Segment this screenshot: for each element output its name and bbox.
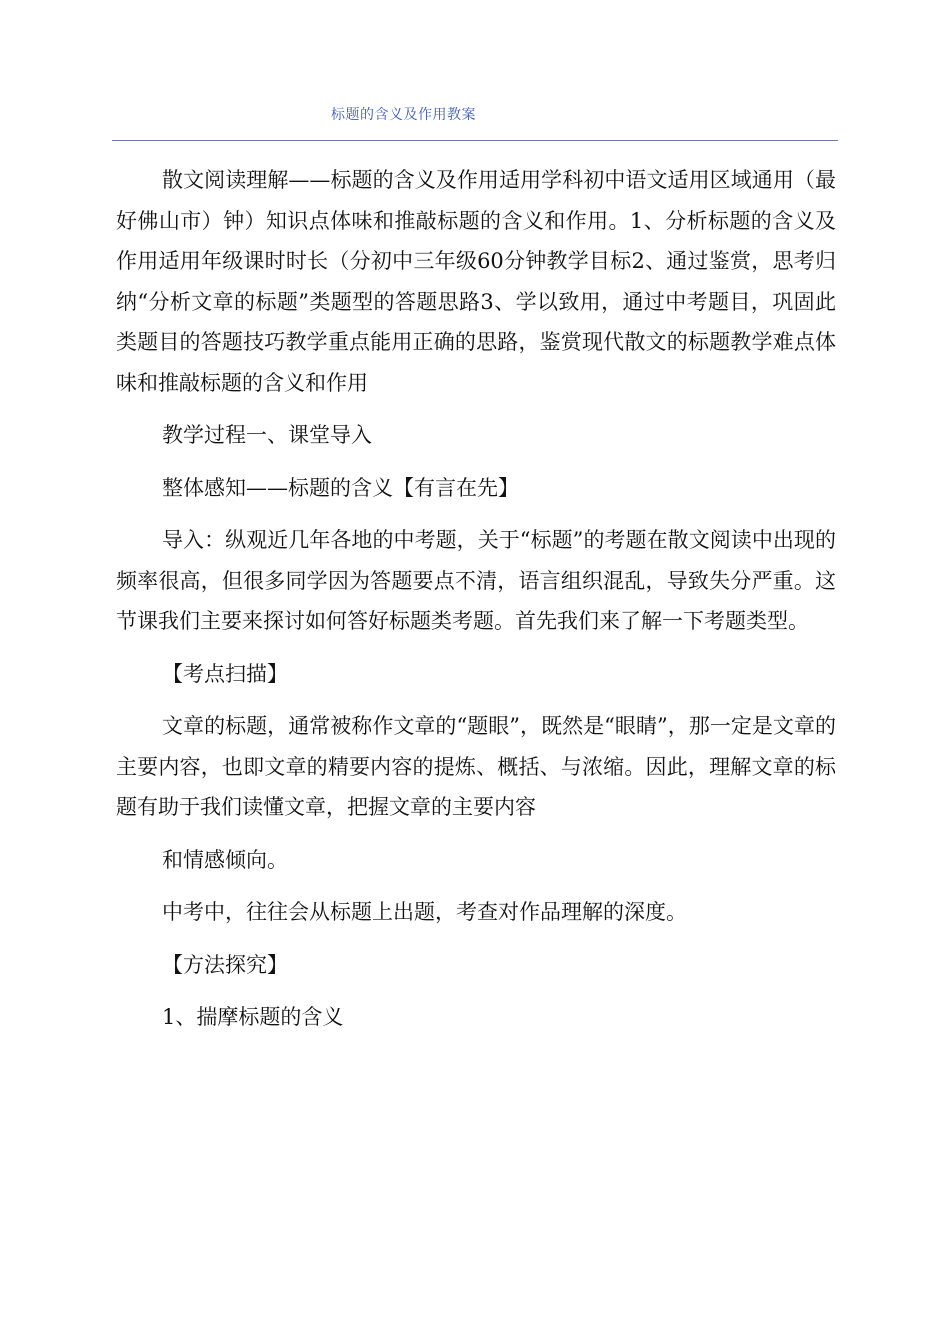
document-body — [116, 160, 836, 1038]
paragraph-exam-scan-heading: 【考点扫描】 — [162, 661, 288, 686]
paragraph-method-heading: 【方法探究】 — [162, 952, 288, 977]
running-header-title: 标题的含义及作用教案 — [331, 107, 476, 123]
paragraph-overall-perception: 整体感知——标题的含义【有言在先】 — [162, 475, 519, 500]
paragraph-step-one: 1、揣摩标题的含义 — [162, 1005, 344, 1029]
paragraph-emotion-tendency: 和情感倾向。 — [162, 847, 288, 872]
header-divider — [112, 140, 838, 141]
paragraph-title-explanation: 文章的标题，通常被称作文章的“题眼”，既然是“眼睛”，那一定是文章的主要内容，也即文章的精要内容的提炼、概括、与浓缩。因此，理解文章的标题有助于我们读懂文章，把握文章的主要内容 — [116, 714, 836, 819]
paragraph-introduction: 导入：纵观近几年各地的中考题，关于“标题”的考题在散文阅读中出现的频率很高，但很多同学因为答题要点不清，语言组织混乱，导致失分严重。这节课我们主要来探讨如何答好标题类考题。首先我们来了解一下考题类型。 — [116, 528, 836, 633]
paragraph-exam-note: 中考中，往往会从标题上出题，考查对作品理解的深度。 — [162, 900, 687, 924]
paragraph-teaching-process: 教学过程一、课堂导入 — [162, 423, 372, 447]
paragraph-lesson-overview: 散文阅读理解——标题的含义及作用适用学科初中语文适用区域通用（最好佛山市）钟）知识点体味和推敲标题的含义和作用。1、分析标题的含义及作用适用年级课时时长（分初中三年级60分钟教学目标2、通过鉴赏，思考归纳“分析文章的标题”类题型的答题思路3、学以致用，通过中考题目，巩固此类题目的答题技巧教学重点能用正确的思路，鉴赏现代散文的标题教学难点体味和推敲标题的含义和作用 — [116, 168, 836, 395]
